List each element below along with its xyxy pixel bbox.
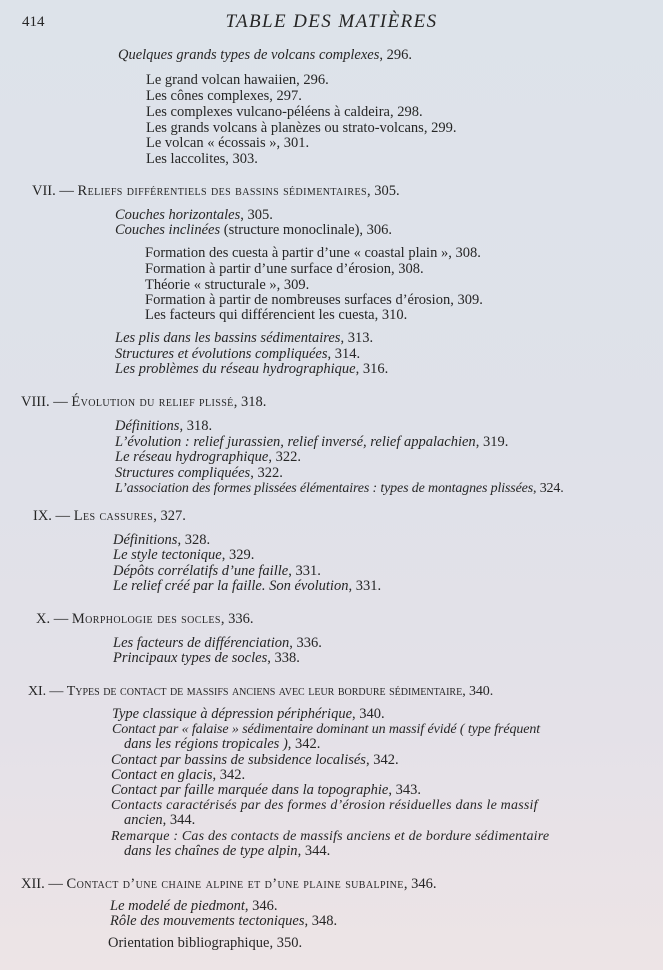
toc-item-text: L’évolution : relief jurassien, relief inversé, relief appalachien: [115, 434, 476, 450]
toc-item-text: Contact par « falaise » sédimentaire dominant un massif évidé ( type fréquent: [112, 722, 541, 737]
section-heading: [118, 47, 412, 64]
toc-item-text: dans les chaînes de type alpin: [124, 843, 298, 859]
toc-item: [113, 547, 254, 564]
toc-item-text: Contact en glacis: [111, 767, 213, 783]
toc-item-text: Le modelé de piedmont: [110, 898, 245, 914]
toc-item-text: Les plis dans les bassins sédimentaires: [115, 330, 341, 346]
toc-item: [115, 361, 388, 378]
chapter-xii-heading: [21, 876, 436, 893]
bibliography-entry: Orientation bibliographique, 350.: [108, 935, 303, 951]
toc-subitem: Les facteurs qui différencient les cuesta, 310.: [145, 307, 408, 323]
chapter-title: Contact d’une chaine alpine et d’une plaine subalpine: [66, 876, 404, 892]
toc-item-page: , 329.: [221, 547, 255, 563]
toc-item: [115, 330, 373, 347]
toc-item-page: , 338.: [267, 650, 300, 666]
chapter-title: Évolution du relief plissé: [71, 394, 234, 410]
toc-item: [110, 913, 337, 930]
toc-item-text: Structures compliquées: [115, 465, 251, 481]
chapter-page: , 346.: [403, 876, 437, 892]
chapter-page: , 318.: [233, 394, 267, 410]
toc-item-page: , 336.: [289, 635, 322, 651]
toc-item-page: , 346.: [244, 898, 278, 914]
toc-item-continuation: [124, 812, 195, 829]
toc-item-page: , 331.: [288, 563, 321, 579]
toc-item-text: dans les régions tropicales ): [124, 736, 288, 752]
toc-item-page: , 348.: [304, 913, 338, 929]
toc-item-text: Définitions: [113, 532, 178, 548]
chapter-title: Types de contact de massifs anciens avec leur bordure sédimentaire: [66, 684, 463, 699]
toc-item-page: , 342.: [365, 752, 399, 768]
toc-item-page: , 314.: [327, 346, 361, 362]
toc-item-text: Contact par faille marquée dans la topographie: [111, 782, 389, 798]
chapter-numeral: XI. —: [28, 684, 64, 699]
toc-item: Le volcan « écossais », 301.: [146, 135, 310, 151]
chapter-page: , 336.: [220, 611, 254, 627]
toc-item-text: Définitions: [115, 418, 180, 434]
toc-item-text: Les facteurs de différenciation: [113, 635, 290, 651]
toc-item-page: , 344.: [297, 843, 331, 859]
toc-item: Les laccolites, 303.: [146, 151, 258, 167]
toc-subitem: Formation à partir d’une surface d’érosion, 308.: [145, 261, 424, 277]
toc-item-page: , 313.: [340, 330, 374, 346]
toc-item-page: , 342.: [212, 767, 246, 783]
page-number: 414: [22, 14, 45, 30]
toc-item-page: , 322.: [268, 449, 301, 465]
toc-item-continuation: [124, 843, 330, 860]
toc-item-text: Type classique à dépression périphérique: [112, 706, 353, 722]
chapter-page: , 340.: [462, 684, 494, 699]
chapter-title: Les cassures: [73, 508, 154, 524]
toc-item: Les cônes complexes, 297.: [146, 88, 302, 104]
toc-item-page: , 328.: [177, 532, 211, 548]
toc-item-text: Contacts caractérisés par des formes d’érosion résiduelles dans le massif: [111, 798, 538, 813]
chapter-title: Morphologie des socles: [71, 611, 221, 627]
chapter-numeral: X. —: [36, 611, 69, 627]
toc-item: [115, 418, 212, 435]
toc-item-page: , 331.: [348, 578, 382, 594]
toc-item-text: Contact par bassins de subsidence localisés: [111, 752, 366, 768]
toc-item-text: Dépôts corrélatifs d’une faille: [113, 563, 289, 579]
toc-item-text: Principaux types de socles: [113, 650, 268, 666]
toc-item-page: , 343.: [388, 782, 421, 798]
toc-item: Les grands volcans à planèzes ou strato-volcans, 299.: [146, 120, 457, 136]
chapter-page: , 327.: [153, 508, 186, 524]
toc-item-page: , 342.: [287, 736, 321, 752]
toc-item-text: Structures et évolutions compliquées: [115, 346, 328, 362]
toc-item: Le grand volcan hawaiien, 296.: [146, 72, 329, 88]
toc-item-page: , 305.: [240, 207, 273, 223]
toc-item: [115, 480, 564, 497]
toc-item-text: Rôle des mouvements tectoniques: [110, 913, 305, 929]
toc-item: Les complexes vulcano-péléens à caldeira, 298.: [146, 104, 423, 120]
chapter-numeral: XII. —: [21, 876, 63, 892]
toc-subitem: Formation à partir de nombreuses surfaces d’érosion, 309.: [145, 292, 483, 308]
toc-item-text: Remarque : Cas des contacts de massifs anciens et de bordure sédimentaire: [111, 829, 550, 844]
section-heading-page: , 296.: [379, 47, 412, 63]
toc-item-page: , 322.: [250, 465, 283, 481]
toc-subitem: Théorie « structurale », 309.: [145, 277, 310, 293]
toc-item-page: , 324.: [533, 481, 564, 496]
toc-item-page: , 319.: [475, 434, 509, 450]
toc-item-text: ancien: [124, 812, 163, 828]
toc-item: [113, 578, 381, 595]
chapter-vii-heading: [32, 183, 400, 200]
toc-item-text: Le relief créé par la faille. Son évolution: [113, 578, 349, 594]
toc-item-text: Le réseau hydrographique: [115, 449, 269, 465]
toc-item-text: Les problèmes du réseau hydrographique: [115, 361, 356, 377]
toc-subitem: Formation des cuesta à partir d’une « coastal plain », 308.: [145, 245, 481, 261]
toc-item-page: (structure monoclinale), 306.: [220, 222, 393, 238]
chapter-viii-heading: [21, 394, 266, 411]
toc-item: [115, 222, 392, 239]
toc-item-text: Couches horizontales: [115, 207, 241, 223]
toc-item-page: , 318.: [179, 418, 213, 434]
toc-item-page: , 316.: [355, 361, 389, 377]
chapter-numeral: IX. —: [33, 508, 71, 524]
chapter-xi-heading: [28, 683, 493, 700]
page-title: TABLE DES MATIÈRES: [225, 11, 438, 32]
chapter-page: , 305.: [366, 183, 400, 199]
toc-item-text: Couches inclinées: [115, 222, 221, 238]
toc-item: [113, 650, 300, 667]
toc-item-text: L’association des formes plissées élémentaires : types de montagnes plissées: [115, 481, 533, 496]
toc-item-text: Le style tectonique: [113, 547, 222, 563]
chapter-numeral: VIII. —: [21, 394, 68, 410]
toc-item-page: , 344.: [162, 812, 196, 828]
chapter-title: Reliefs différentiels des bassins sédimentaires: [77, 183, 367, 199]
chapter-ix-heading: [33, 508, 186, 525]
section-heading-text: Quelques grands types de volcans complexes: [118, 47, 380, 63]
toc-item-continuation: [124, 736, 320, 753]
chapter-x-heading: [36, 611, 253, 628]
chapter-numeral: VII. —: [32, 183, 74, 199]
toc-item: [115, 449, 301, 466]
toc-item-page: , 340.: [352, 706, 385, 722]
